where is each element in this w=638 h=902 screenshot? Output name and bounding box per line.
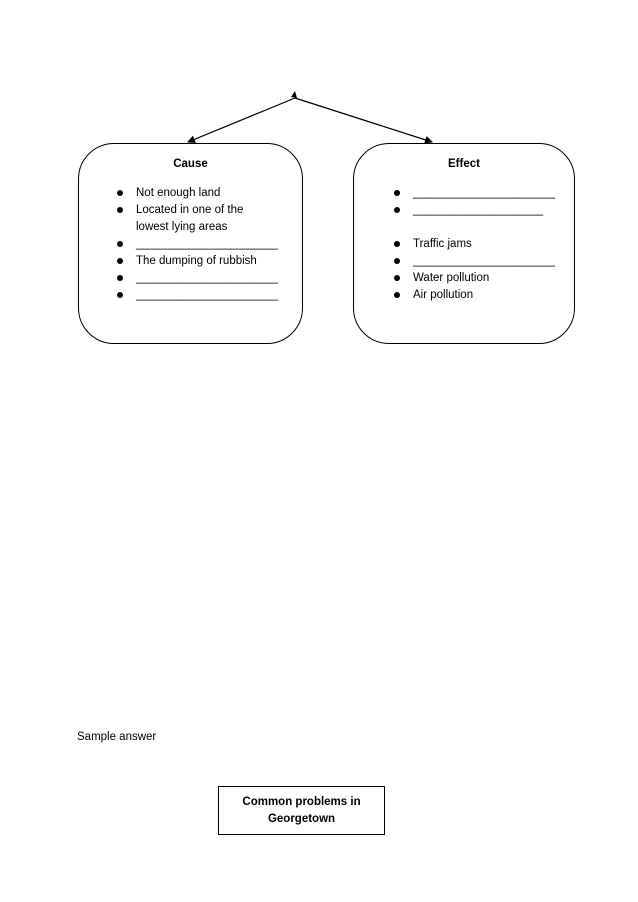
- bullet-icon: [117, 292, 123, 298]
- effect-title: Effect: [448, 158, 480, 170]
- blank-line: ________________________: [136, 238, 278, 250]
- cause-item-blank: [117, 287, 277, 304]
- cause-title: Cause: [173, 158, 208, 170]
- blank-line: ________________________: [136, 289, 278, 301]
- effect-item-blank: [394, 253, 559, 270]
- bullet-icon: [394, 292, 400, 298]
- effect-list: [394, 185, 559, 304]
- effect-item: [394, 287, 559, 304]
- bullet-icon: [394, 190, 400, 196]
- arrow-origin-tip: [291, 91, 297, 98]
- blank-line: ______________________: [413, 204, 543, 216]
- cause-item-text: Not enough land: [136, 187, 221, 199]
- bullet-icon: [394, 207, 400, 213]
- effect-item: [394, 236, 559, 253]
- effect-item-blank: [394, 202, 559, 219]
- arrow-to-cause: [188, 98, 295, 142]
- effect-item-text: Air pollution: [413, 289, 474, 301]
- blank-line: ________________________: [136, 272, 278, 284]
- bullet-icon: [117, 190, 123, 196]
- effect-item-text: Water pollution: [413, 272, 490, 284]
- cause-box: [78, 143, 303, 344]
- blank-line: ________________________: [413, 255, 555, 267]
- cause-item-text: The dumping of rubbish: [136, 255, 257, 267]
- sample-answer-label: Sample answer: [77, 731, 157, 743]
- cause-item: [117, 253, 277, 270]
- effect-item-blank: [394, 185, 559, 202]
- cause-item: [117, 202, 277, 236]
- arrow-to-effect: [295, 98, 432, 142]
- central-problem-box: [218, 786, 385, 835]
- cause-item: [117, 185, 277, 202]
- bullet-icon: [394, 258, 400, 264]
- bullet-icon: [394, 275, 400, 281]
- effect-box: [353, 143, 575, 344]
- blank-line: ________________________: [413, 187, 555, 199]
- cause-list: [117, 185, 277, 304]
- central-problem-text: Common problems in Georgetown: [242, 795, 361, 825]
- bullet-icon: [117, 275, 123, 281]
- effect-item: [394, 270, 559, 287]
- bullet-icon: [117, 241, 123, 247]
- cause-item-blank: [117, 236, 277, 253]
- effect-item-text: Traffic jams: [413, 238, 472, 250]
- cause-item-blank: [117, 270, 277, 287]
- bullet-icon: [394, 241, 400, 247]
- cause-item-text: Located in one of the lowest lying areas: [136, 204, 244, 233]
- bullet-icon: [117, 258, 123, 264]
- bullet-icon: [117, 207, 123, 213]
